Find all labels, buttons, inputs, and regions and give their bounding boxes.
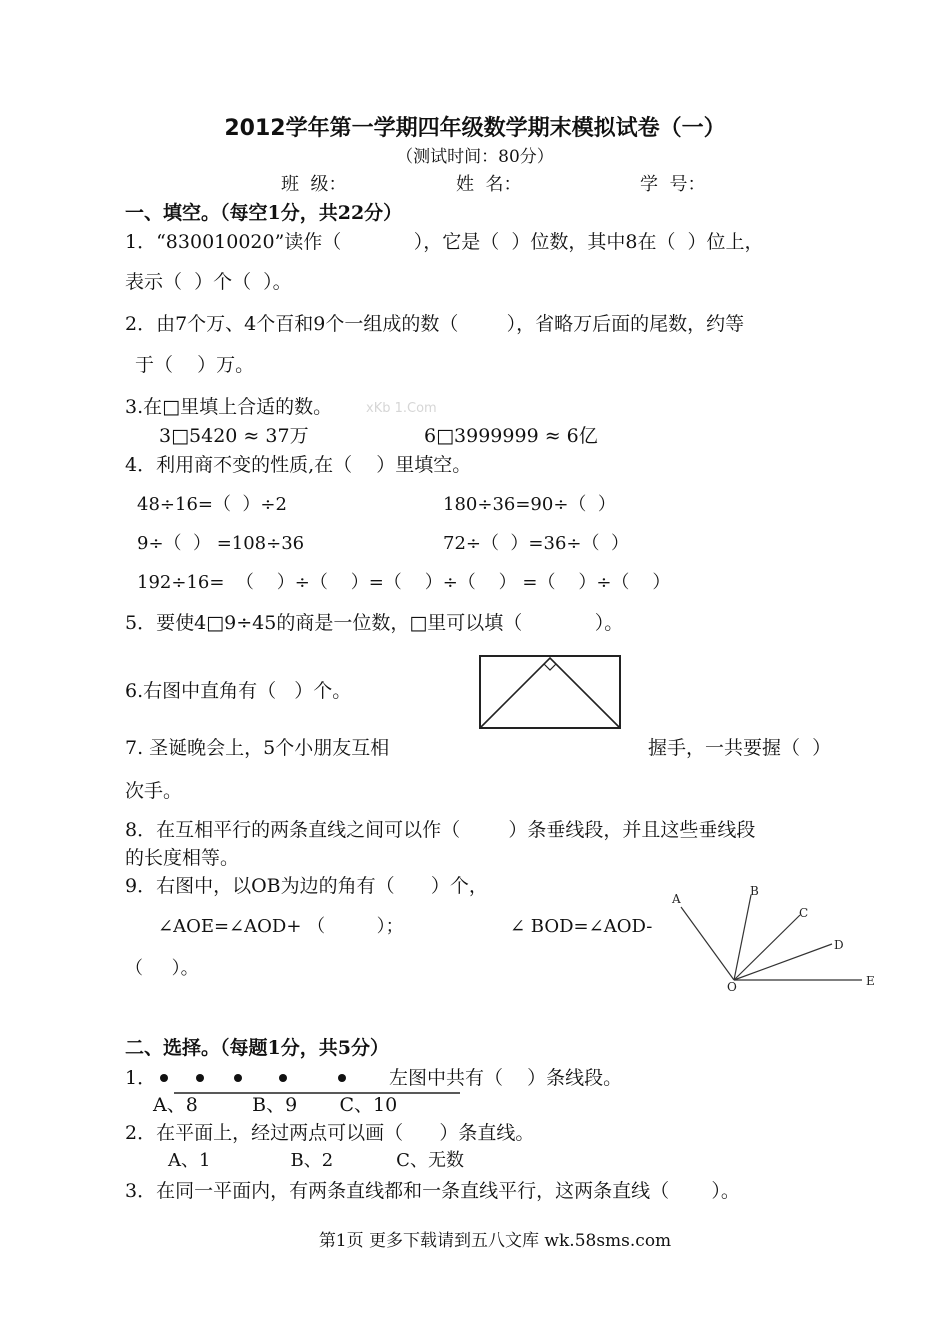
question-1-line-1: 1．“830010020”读作（ ），它是（ ）位数，其中8在（ ）位上，: [125, 231, 764, 253]
question-4: 4．利用商不变的性质,在（ ）里填空。: [125, 454, 472, 476]
test-duration: （测试时间：80分）: [396, 147, 554, 167]
choice-question-2-options: A、1 B、2 C、无数: [168, 1150, 464, 1171]
name-label: 姓 名：: [456, 174, 522, 195]
choice-question-1-number: 1．: [125, 1067, 157, 1089]
question-4-expression: 72÷（ ）=36÷（ ）: [443, 533, 629, 554]
question-2-line-1: 2．由7个万、4个百和9个一组成的数（ ），省略万后面的尾数，约等: [125, 313, 745, 335]
question-4-expression: 9÷（ ） =108÷36: [137, 533, 305, 554]
question-4-expression: 192÷16= （ ）÷（ ）=（ ）÷（ ） =（ ）÷（ ）: [137, 572, 671, 593]
question-7-part-3: 次手。: [125, 780, 183, 802]
choice-question-1-options: A、8 B、9 C、10: [153, 1094, 398, 1116]
page-footer: 第1页 更多下载请到五八文库 wk.58sms.com: [318, 1231, 672, 1251]
question-5: 5．要使4□9÷45的商是一位数，□里可以填（ ）。: [125, 612, 624, 634]
page-title: 2012学年第一学期四年级数学期末模拟试卷（一）: [224, 116, 726, 141]
question-7-part-1: 7. 圣诞晚会上，5个小朋友互相: [125, 737, 390, 759]
question-9-expression-3: （ ）。: [125, 958, 199, 979]
section-2-heading: 二、选择。（每题1分，共5分）: [125, 1037, 389, 1059]
question-4-expression: 48÷16=（ ）÷2: [137, 494, 287, 515]
question-9: 9．右图中，以OB为边的角有（ ）个，: [125, 875, 488, 897]
student-number-label: 学 号：: [640, 174, 706, 195]
angle-label-a: A: [672, 892, 681, 906]
question-3-expression-1: 3□5420 ≈ 37万: [159, 425, 309, 447]
angle-label-d: D: [834, 938, 844, 952]
question-1-line-2: 表示（ ）个（ ）。: [125, 271, 292, 293]
angle-label-b: B: [750, 884, 759, 898]
watermark: xKb 1.Com: [366, 401, 437, 416]
question-7-part-2: 握手，一共要握（ ）: [648, 737, 832, 759]
question-3: 3.在□里填上合适的数。: [125, 396, 333, 418]
choice-question-2: 2．在平面上，经过两点可以画（ ）条直线。: [125, 1122, 535, 1144]
question-2-line-2: 于（ ）万。: [135, 354, 255, 376]
question-3-expression-2: 6□3999999 ≈ 6亿: [424, 425, 598, 447]
angle-label-o: O: [727, 980, 737, 994]
question-8-line-2: 的长度相等。: [125, 847, 240, 869]
question-9-expression-1: ∠AOE=∠AOD+ （ ）；: [158, 916, 404, 937]
choice-question-3: 3．在同一平面内，有两条直线都和一条直线平行，这两条直线（ ）。: [125, 1180, 740, 1202]
angle-label-c: C: [799, 906, 809, 920]
angle-label-e: E: [866, 974, 875, 988]
angle-figure: [665, 882, 885, 994]
question-4-expression: 180÷36=90÷（ ）: [443, 494, 616, 515]
section-1-heading: 一、填空。（每空1分，共22分）: [125, 202, 403, 224]
class-label: 班 级：: [281, 174, 347, 195]
question-6: 6.右图中直角有（ ）个。: [125, 680, 352, 702]
question-9-expression-2: ∠ BOD=∠AOD-: [510, 916, 653, 937]
rectangle-figure: [478, 654, 623, 732]
choice-question-1-text: 左图中共有（ ）条线段。: [389, 1067, 623, 1089]
question-8-line-1: 8．在互相平行的两条直线之间可以作（ ）条垂线段，并且这些垂线段: [125, 819, 756, 841]
